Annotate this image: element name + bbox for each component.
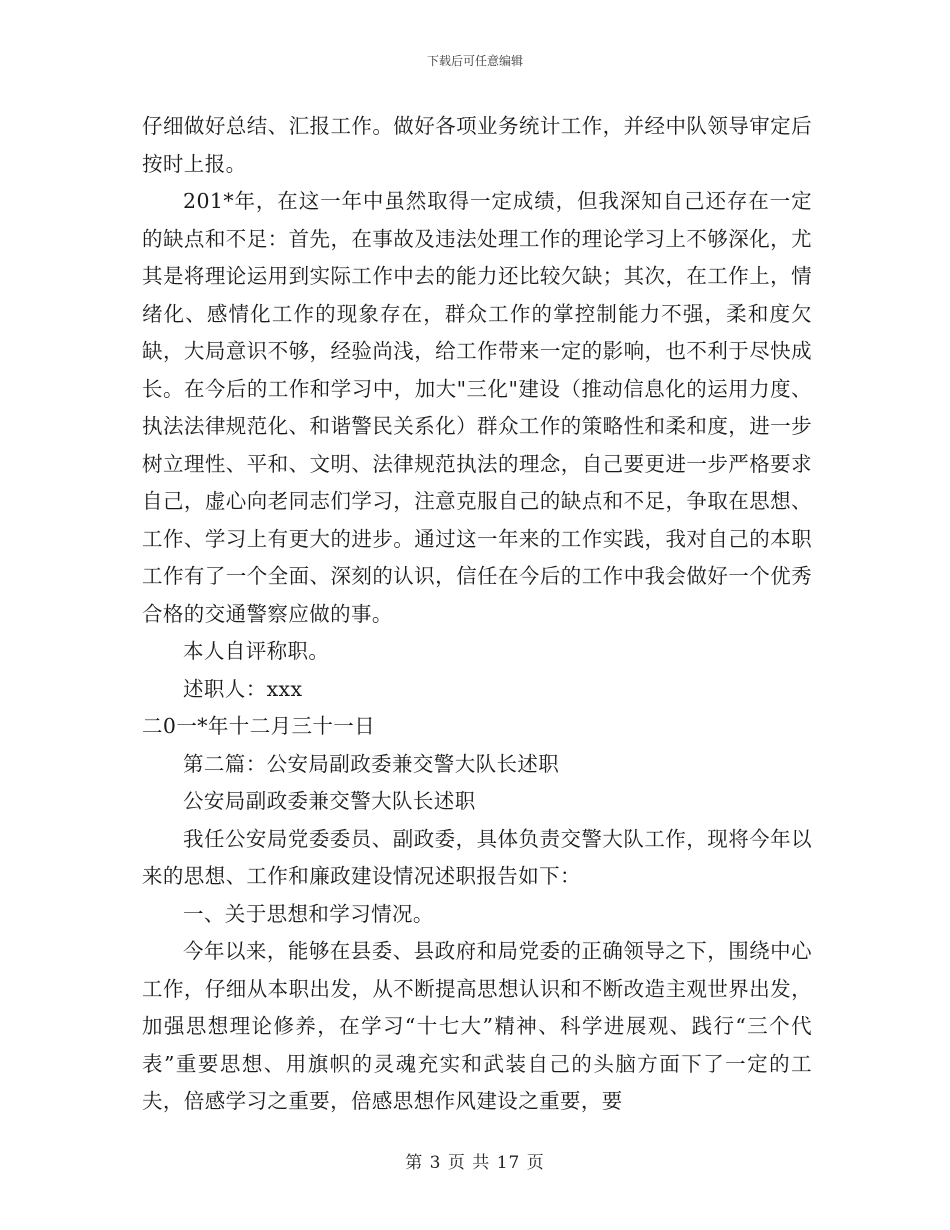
paragraph-summary-tail: 仔细做好总结、汇报工作。做好各项业务统计工作，并经中队领导审定后按时上报。 <box>142 114 812 176</box>
paragraph-section-one-heading: 一、关于思想和学习情况。 <box>183 901 434 926</box>
paragraph-report-title: 公安局副政委兼交警大队长述职 <box>183 789 476 813</box>
paragraph-reporter: 述职人：xxx <box>183 676 303 701</box>
paragraph-self-evaluation: 本人自评称职。 <box>183 639 330 663</box>
paragraph-date: 二0一*年十二月三十一日 <box>142 714 376 738</box>
paragraph-chapter-two-heading: 第二篇：公安局副政委兼交警大队长述职 <box>183 751 560 776</box>
paragraph-shortcomings: 201*年，在这一年中虽然取得一定成绩，但我深知自己还存在一定的缺点和不足：首先，在事故及违法处理工作的理论学习上不够深化，尤其是将理论运用到实际工作中去的能力还比较欠缺；其次，在工作上，情绪化、感情化工作的现象存在，群众工作的掌控制能力不强，柔和度欠缺，大局意识不够，经验尚浅，给工作带来一定的影响，也不利于尽快成长。在今后的工作和学习中，加大"三化"建设（推动信息化的运用力度、执法法律规范化、和谐警民关系化）群众工作的策略性和柔和度，进一步树立理性、平和、文明、法律规范执法的理念，自己要更进一步严格要求自己，虚心向老同志们学习，注意克服自己的缺点和不足，争取在思想、工作、学习上有更大的进步。通过这一年来的工作实践，我对自己的本职工作有了一个全面、深刻的认识，信任在今后的工作中我会做好一个优秀合格的交通警察应做的事。 <box>142 189 812 626</box>
page-footer: 第 3 页 共 17 页 <box>405 1153 545 1173</box>
paragraph-intro: 我任公安局党委委员、副政委，具体负责交警大队工作，现将今年以来的思想、工作和廉政建设情况述职报告如下： <box>142 826 812 888</box>
page-header: 下载后可任意编辑 <box>426 54 523 68</box>
document-body <box>142 108 812 1121</box>
paragraph-study: 今年以来，能够在县委、县政府和局党委的正确领导之下，围绕中心工作，仔细从本职出发，从不断提高思想认识和不断改造主观世界出发，加强思想理论修养，在学习“十七大”精神、科学进展观、践行“三个代表”重要思想、用旗帜的灵魂充实和武装自己的头脑方面下了一定的工夫，倍感学习之重要，倍感思想作风建设之重要，要 <box>142 939 812 1113</box>
